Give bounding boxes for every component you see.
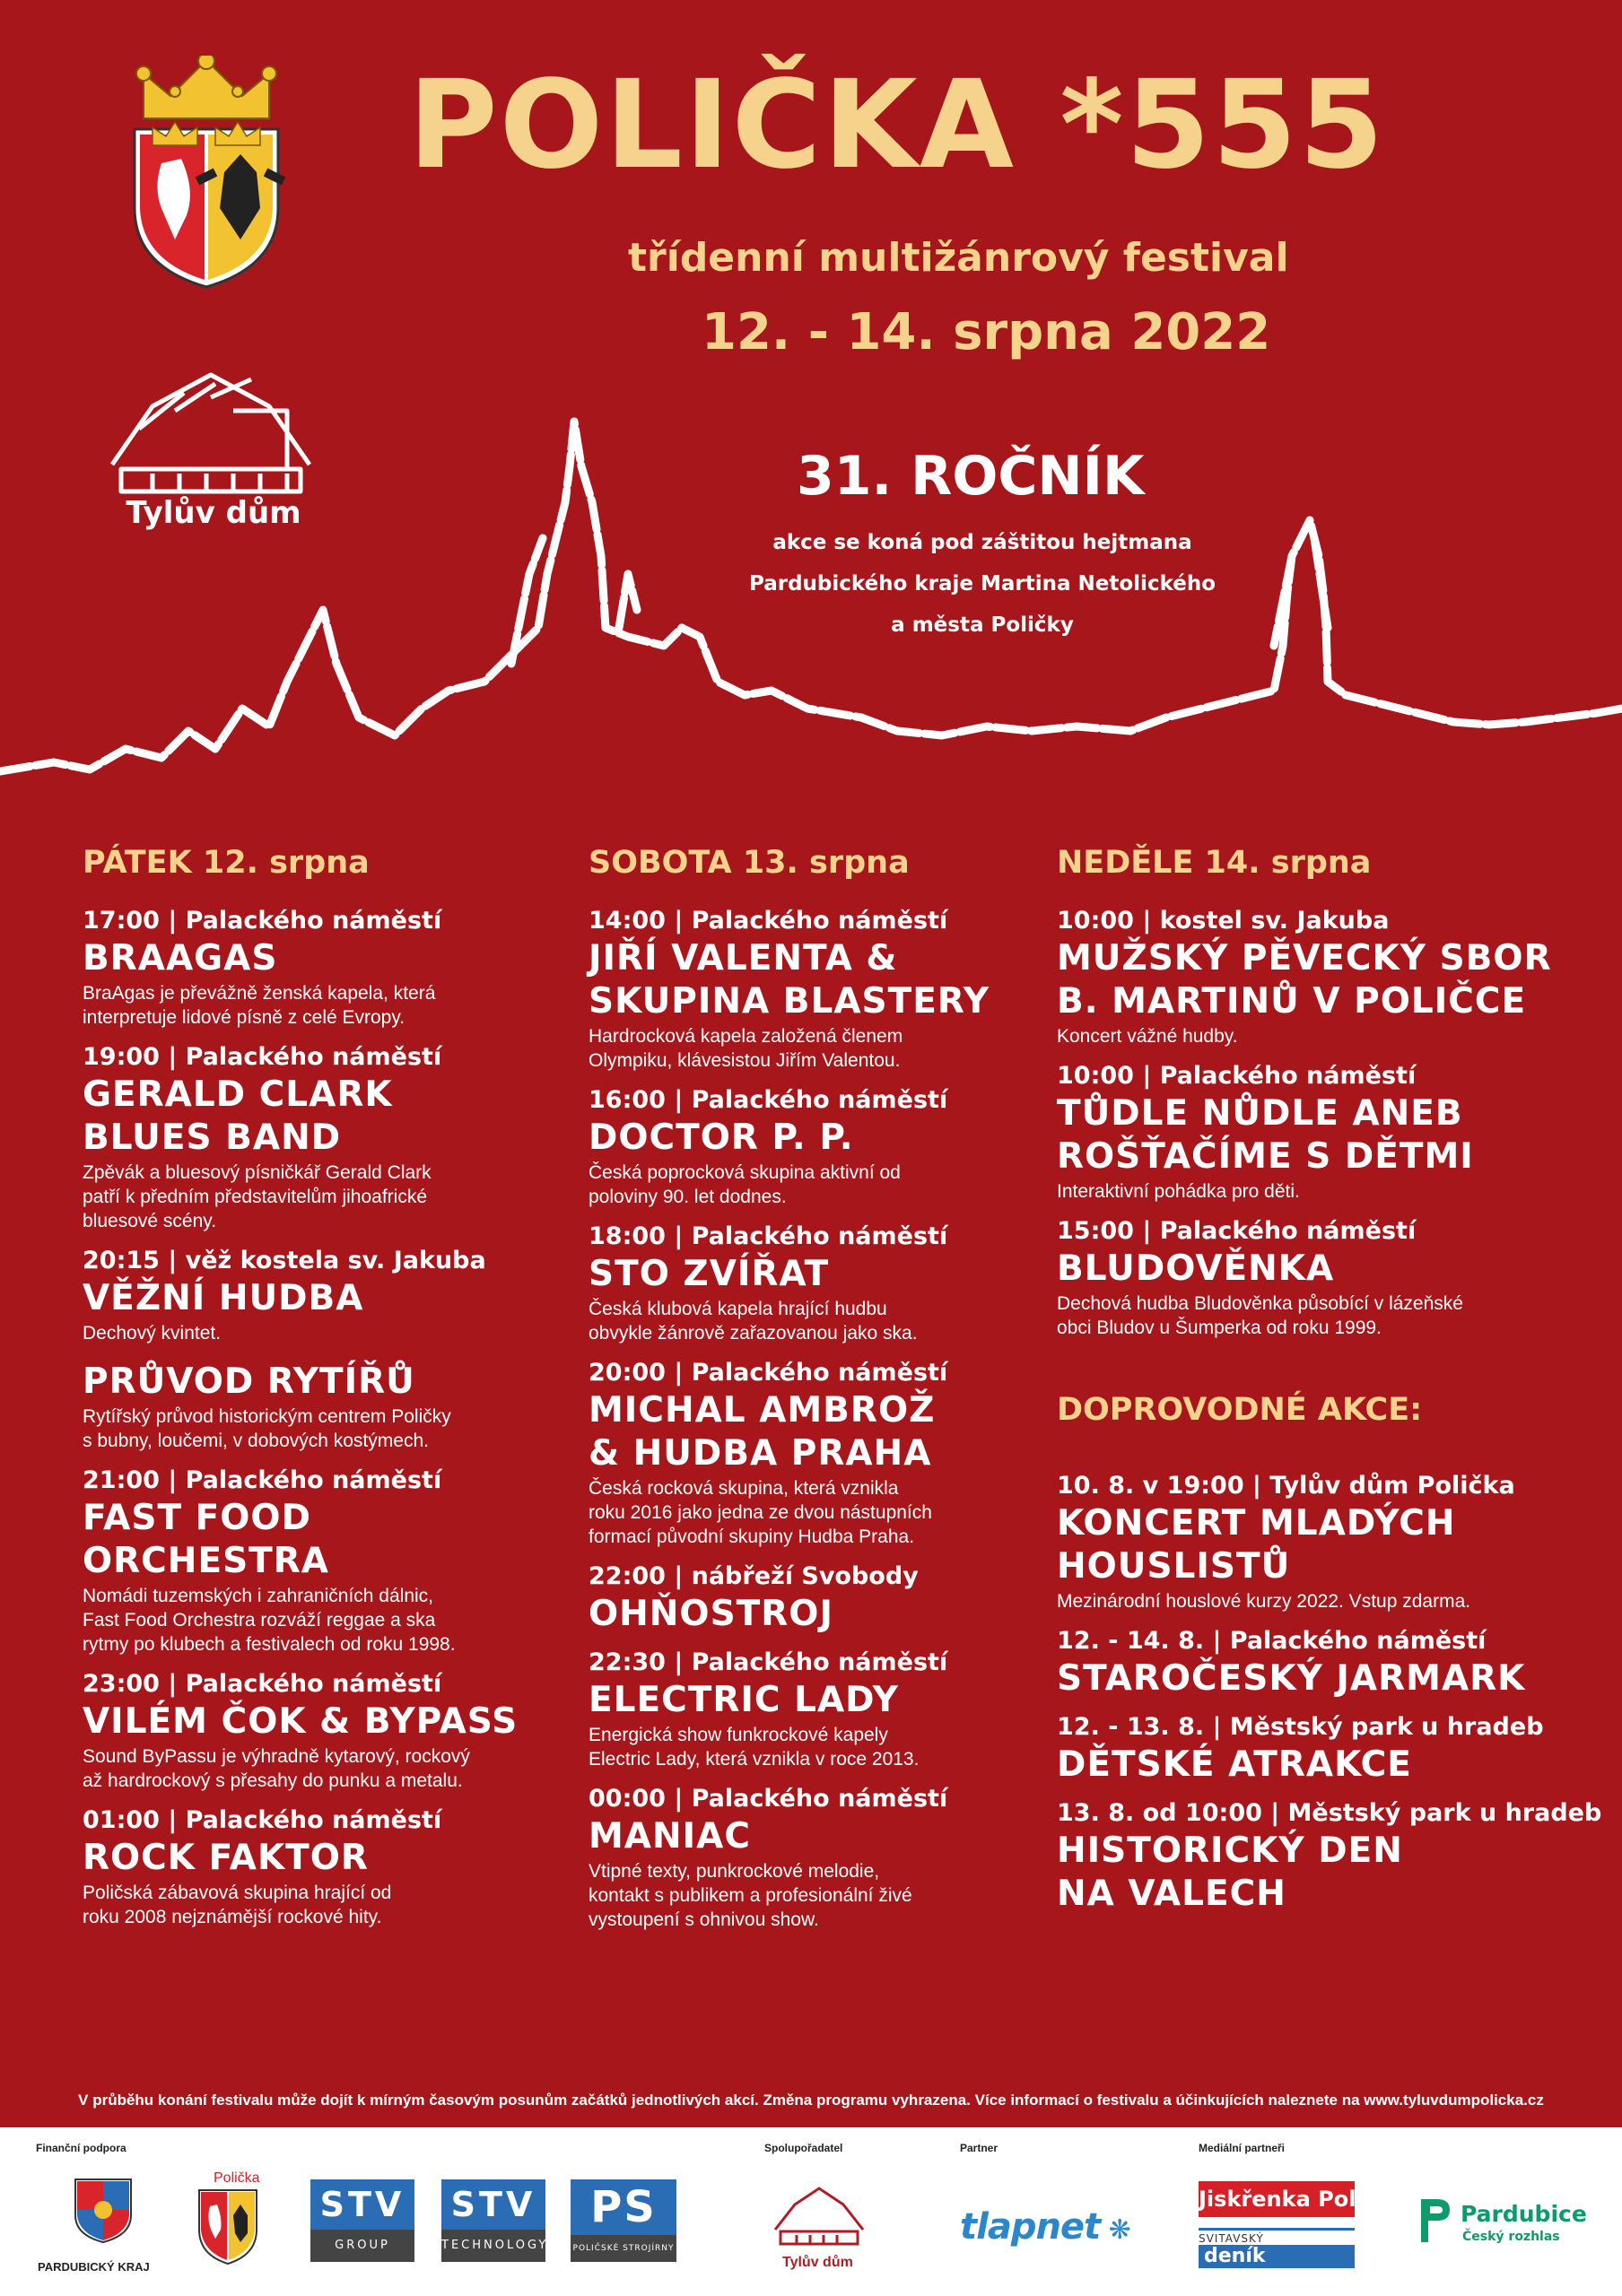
media-partners-label: Mediální partneři: [1199, 2142, 1286, 2154]
event-description-line: poloviny 90. let dodnes.: [589, 1187, 787, 1207]
rozhlas-name: Český rozhlas: [1462, 2230, 1560, 2244]
event-item: [589, 1784, 1055, 1932]
event-description-line: Olympiku, klávesistou Jiřím Valentou.: [589, 1050, 901, 1071]
event-time: 12. - 14. 8. | Palackého náměstí: [1057, 1627, 1487, 1655]
event-name: BRAAGAS: [83, 938, 278, 978]
event-time: 23:00 | Palackého náměstí: [83, 1670, 442, 1698]
event-name: ORCHESTRA: [83, 1541, 329, 1581]
svitavsky-denik-top: SVITAVSKÝ: [1199, 2232, 1264, 2245]
event-time: 20:00 | Palackého náměstí: [589, 1359, 948, 1387]
svitavsky-denik-bottom: deník: [1199, 2245, 1355, 2268]
program-notice: V průběhu konání festivalu může dojít k mírným časovým posunům začátků jednotlivých akcí. Změna programu vyhrazena. Více informací o festivalu a účinkujících naleznete na www.tyluvdumpolicka.cz: [78, 2092, 1544, 2109]
event-description-line: obvykle žánrově zařazovanou jako ska.: [589, 1323, 918, 1344]
event-description-line: bluesové scény.: [83, 1211, 217, 1231]
tyluv-dum-label: Tylův dům: [126, 495, 301, 531]
event-description-line: až hardrockový s přesahy do punku a metalu.: [83, 1770, 463, 1791]
event-description-line: BraAgas je převážně ženská kapela, která: [83, 983, 436, 1004]
pardubicky-kraj-coat-icon: [72, 2176, 135, 2244]
day-column-saturday: [589, 845, 1055, 1944]
rozhlas-city: Pardubice: [1461, 2201, 1587, 2227]
event-description: [589, 1024, 1055, 1073]
event-description: [1057, 1024, 1595, 1048]
event-description: [83, 1321, 567, 1345]
event-item: [589, 1358, 1055, 1549]
day-column-sunday: [1057, 845, 1602, 1927]
event-description: [1057, 1179, 1595, 1204]
event-item: [589, 1561, 1055, 1635]
event-description: [83, 1744, 567, 1793]
day-heading: PÁTEK 12. srpna: [83, 845, 370, 881]
event-description: [589, 1476, 1055, 1549]
sponsors-footer: [0, 2127, 1622, 2296]
tyluv-dum-small-label: Tylův dům: [782, 2255, 853, 2270]
event-description: [589, 1297, 1055, 1345]
event-description: [83, 1584, 567, 1657]
event-name: VILÉM ČOK & BYPASS: [83, 1701, 519, 1742]
event-time: 10:00 | kostel sv. Jakuba: [1057, 907, 1390, 935]
policka-coat-of-arms-icon: [126, 56, 287, 291]
event-description: [83, 1405, 567, 1453]
page-title: POLIČKA *555: [408, 55, 1386, 196]
event-description-line: Rytířský průvod historickým centrem Poličky: [83, 1406, 451, 1427]
event-time: 21:00 | Palackého náměstí: [83, 1466, 442, 1494]
event-name: PRŮVOD RYTÍŘŮ: [83, 1361, 415, 1402]
event-name: DĚTSKÉ ATRAKCE: [1057, 1744, 1412, 1785]
event-time: 10. 8. v 19:00 | Tylův dům Polička: [1057, 1472, 1515, 1500]
event-description: [1057, 1292, 1595, 1340]
event-name: ELECTRIC LADY: [589, 1680, 899, 1720]
event-description-line: Hardrocková kapela založená členem: [589, 1026, 903, 1047]
side-event-item: [1057, 1798, 1602, 1915]
event-name: ROCK FAKTOR: [83, 1838, 369, 1878]
event-name: SKUPINA BLASTERY: [589, 981, 990, 1022]
event-time: 18:00 | Palackého náměstí: [589, 1222, 948, 1250]
event-description-line: Dechová hudba Bludověnka působící v lázeňské: [1057, 1293, 1463, 1314]
event-description-line: Dechový kvintet.: [83, 1323, 222, 1344]
tlapnet-logo-text: tlapnet: [960, 2206, 1101, 2248]
patronage-line: akce se koná pod záštitou hejtmana: [772, 531, 1192, 554]
event-name: JIŘÍ VALENTA &: [589, 938, 898, 978]
event-item: [1057, 1216, 1595, 1340]
event-description-line: Koncert vážné hudby.: [1057, 1026, 1238, 1047]
day-column-friday: [83, 845, 567, 1942]
event-item: [83, 1465, 567, 1657]
pardubicky-kraj-label: PARDUBICKÝ KRAJ: [38, 2260, 150, 2274]
event-description-line: Fast Food Orchestra rozváží reggae a ska: [83, 1610, 436, 1631]
paw-icon: ❋: [1100, 2214, 1130, 2246]
event-time: 20:15 | věž kostela sv. Jakuba: [83, 1247, 486, 1274]
festival-subtitle: třídenní multižánrový festival: [628, 235, 1289, 281]
event-name: FAST FOOD: [83, 1498, 311, 1538]
event-time: 15:00 | Palackého náměstí: [1057, 1217, 1417, 1245]
event-time: 10:00 | Palackého náměstí: [1057, 1062, 1417, 1090]
event-item: [589, 1222, 1055, 1345]
cesky-rozhlas-pardubice-logo: [1416, 2188, 1595, 2260]
co-organizer-label: Spolupořadatel: [764, 2142, 843, 2154]
event-item: [1057, 1061, 1595, 1204]
event-description: [589, 1161, 1055, 1209]
event-time: 14:00 | Palackého náměstí: [589, 907, 948, 935]
event-description-line: Poličská zábavová skupina hrající od: [83, 1883, 392, 1903]
event-description: [83, 981, 567, 1030]
jiskrenka-policka-logo: Jiskřenka Polička: [1199, 2181, 1355, 2217]
tyluv-dum-small-logo-icon: [770, 2181, 868, 2253]
event-name: HISTORICKÝ DEN: [1057, 1831, 1403, 1871]
policka-small-coat-icon: [196, 2183, 260, 2266]
event-item: [83, 1669, 567, 1793]
stv-technology-logo-subtext: TECHNOLOGY: [441, 2230, 545, 2262]
event-item: [589, 1085, 1055, 1209]
stv-group-logo-subtext: GROUP: [310, 2230, 414, 2262]
event-description: [83, 1161, 567, 1233]
event-name: KONCERT MLADÝCH: [1057, 1503, 1456, 1544]
policka-logo-label: Polička: [214, 2170, 260, 2186]
side-event-item: [1057, 1626, 1595, 1700]
event-description-line: Mezinárodní houslové kurzy 2022. Vstup zdarma.: [1057, 1591, 1471, 1612]
event-name: ROŠŤAČÍME S DĚTMI: [1057, 1136, 1474, 1177]
event-description-line: Electric Lady, která vznikla v roce 2013.: [589, 1749, 920, 1770]
event-description-line: s bubny, loučemi, v dobových kostýmech.: [83, 1431, 429, 1451]
event-name: VĚŽNÍ HUDBA: [83, 1278, 364, 1318]
event-time: 12. - 13. 8. | Městský park u hradeb: [1057, 1713, 1544, 1741]
event-description-line: kontakt s publikem a profesionální živé: [589, 1885, 912, 1906]
town-skyline-drawing: [0, 395, 1622, 816]
event-description-line: Česká klubová kapela hrající hudbu: [589, 1299, 887, 1319]
stv-group-logo: [310, 2179, 414, 2262]
event-description: [1057, 1589, 1595, 1613]
event-description-line: patří k předním představitelům jihoafrické: [83, 1187, 427, 1207]
side-events-heading: DOPROVODNÉ AKCE:: [1057, 1392, 1423, 1428]
event-time: 17:00 | Palackého náměstí: [83, 907, 442, 935]
event-description-line: roku 2008 nejznámější rockové hity.: [83, 1907, 382, 1927]
stv-group-logo-text: STV: [319, 2185, 406, 2224]
side-event-item: [1057, 1471, 1595, 1613]
event-item: [83, 1805, 567, 1929]
event-time: 19:00 | Palackého náměstí: [83, 1043, 442, 1071]
partner-label: Partner: [960, 2142, 998, 2154]
ps-logo-text: PS: [590, 2182, 657, 2232]
event-description-line: interpretuje lidové písně z celé Evropy.: [83, 1007, 406, 1028]
event-name: STAROČESKÝ JARMARK: [1057, 1658, 1526, 1699]
event-name: NA VALECH: [1057, 1874, 1286, 1914]
event-name: & HUDBA PRAHA: [589, 1433, 932, 1474]
event-description-line: rytmy po klubech a festivalech od roku 1998.: [83, 1634, 456, 1655]
finance-support-label: Finanční podpora: [36, 2142, 126, 2154]
stv-technology-logo: [441, 2179, 549, 2262]
event-description-line: Energická show funkrockové kapely: [589, 1725, 888, 1745]
day-heading: SOBOTA 13. srpna: [589, 845, 910, 881]
event-description-line: Zpěvák a bluesový písničkář Gerald Clark: [83, 1162, 432, 1183]
event-description-line: obci Bludov u Šumperka od roku 1999.: [1057, 1318, 1382, 1338]
event-description-line: Sound ByPassu je výhradně kytarový, rockový: [83, 1746, 470, 1767]
event-name: BLUDOVĚNKA: [1057, 1248, 1335, 1289]
event-name: MANIAC: [589, 1816, 751, 1857]
event-name: MICHAL AMBROŽ: [589, 1390, 936, 1431]
event-item: [589, 1648, 1055, 1771]
svitavsky-denik-logo: [1199, 2228, 1355, 2269]
policske-strojirny-logo: [571, 2179, 676, 2262]
event-item: [589, 906, 1055, 1073]
event-description: [589, 1859, 1055, 1932]
event-item: [83, 906, 567, 1030]
stv-technology-logo-text: STV: [450, 2185, 536, 2224]
event-description-line: Česká rocková skupina, která vznikla: [589, 1478, 899, 1499]
event-name: DOCTOR P. P.: [589, 1118, 854, 1158]
side-event-item: [1057, 1712, 1595, 1786]
event-item: [83, 1042, 567, 1233]
patronage-line: Pardubického kraje Martina Netolického: [748, 572, 1216, 596]
festival-dates: 12. - 14. srpna 2022: [702, 303, 1271, 361]
ps-logo-subtext: POLIČSKÉ STROJÍRNY: [571, 2235, 676, 2262]
event-description-line: Interaktivní pohádka pro děti.: [1057, 1181, 1300, 1202]
event-description-line: Vtipné texty, punkrockové melodie,: [589, 1861, 880, 1882]
event-time: 22:30 | Palackého náměstí: [589, 1648, 948, 1676]
event-name: STO ZVÍŘAT: [589, 1254, 830, 1294]
event-item: [83, 1246, 567, 1345]
event-time: 22:00 | nábřeží Svobody: [589, 1562, 919, 1590]
event-description-line: formací původní skupiny Hudba Praha.: [589, 1526, 915, 1547]
cesky-rozhlas-icon: [1416, 2196, 1455, 2246]
event-item: [1057, 906, 1595, 1048]
event-name: BLUES BAND: [83, 1118, 342, 1158]
event-description-line: Nomádi tuzemských i zahraničních dálnic,: [83, 1586, 434, 1606]
event-time: 13. 8. od 10:00 | Městský park u hradeb: [1057, 1799, 1602, 1827]
patronage-line: a města Poličky: [891, 613, 1074, 637]
event-time: 16:00 | Palackého náměstí: [589, 1086, 948, 1114]
event-description-line: vystoupení s ohnivou show.: [589, 1909, 819, 1930]
event-name: TŮDLE NŮDLE ANEB: [1057, 1093, 1463, 1134]
tlapnet-logo: [960, 2206, 1130, 2257]
event-time: 01:00 | Palackého náměstí: [83, 1806, 442, 1834]
event-name: MUŽSKÝ PĚVECKÝ SBOR: [1057, 938, 1552, 978]
event-name: B. MARTINŮ V POLIČCE: [1057, 981, 1527, 1022]
event-name: HOUSLISTŮ: [1057, 1546, 1291, 1587]
event-description: [83, 1881, 567, 1929]
day-heading: NEDĚLE 14. srpna: [1057, 845, 1372, 881]
event-time: 00:00 | Palackého náměstí: [589, 1785, 948, 1813]
event-description-line: roku 2016 jako jedna ze dvou nástupních: [589, 1502, 932, 1523]
event-name: OHŇOSTROJ: [589, 1594, 833, 1634]
event-name: GERALD CLARK: [83, 1074, 393, 1115]
event-item: [83, 1361, 567, 1453]
event-description: [589, 1723, 1055, 1771]
edition-heading: 31. ROČNÍK: [797, 445, 1145, 508]
event-description-line: Česká poprocková skupina aktivní od: [589, 1162, 901, 1183]
